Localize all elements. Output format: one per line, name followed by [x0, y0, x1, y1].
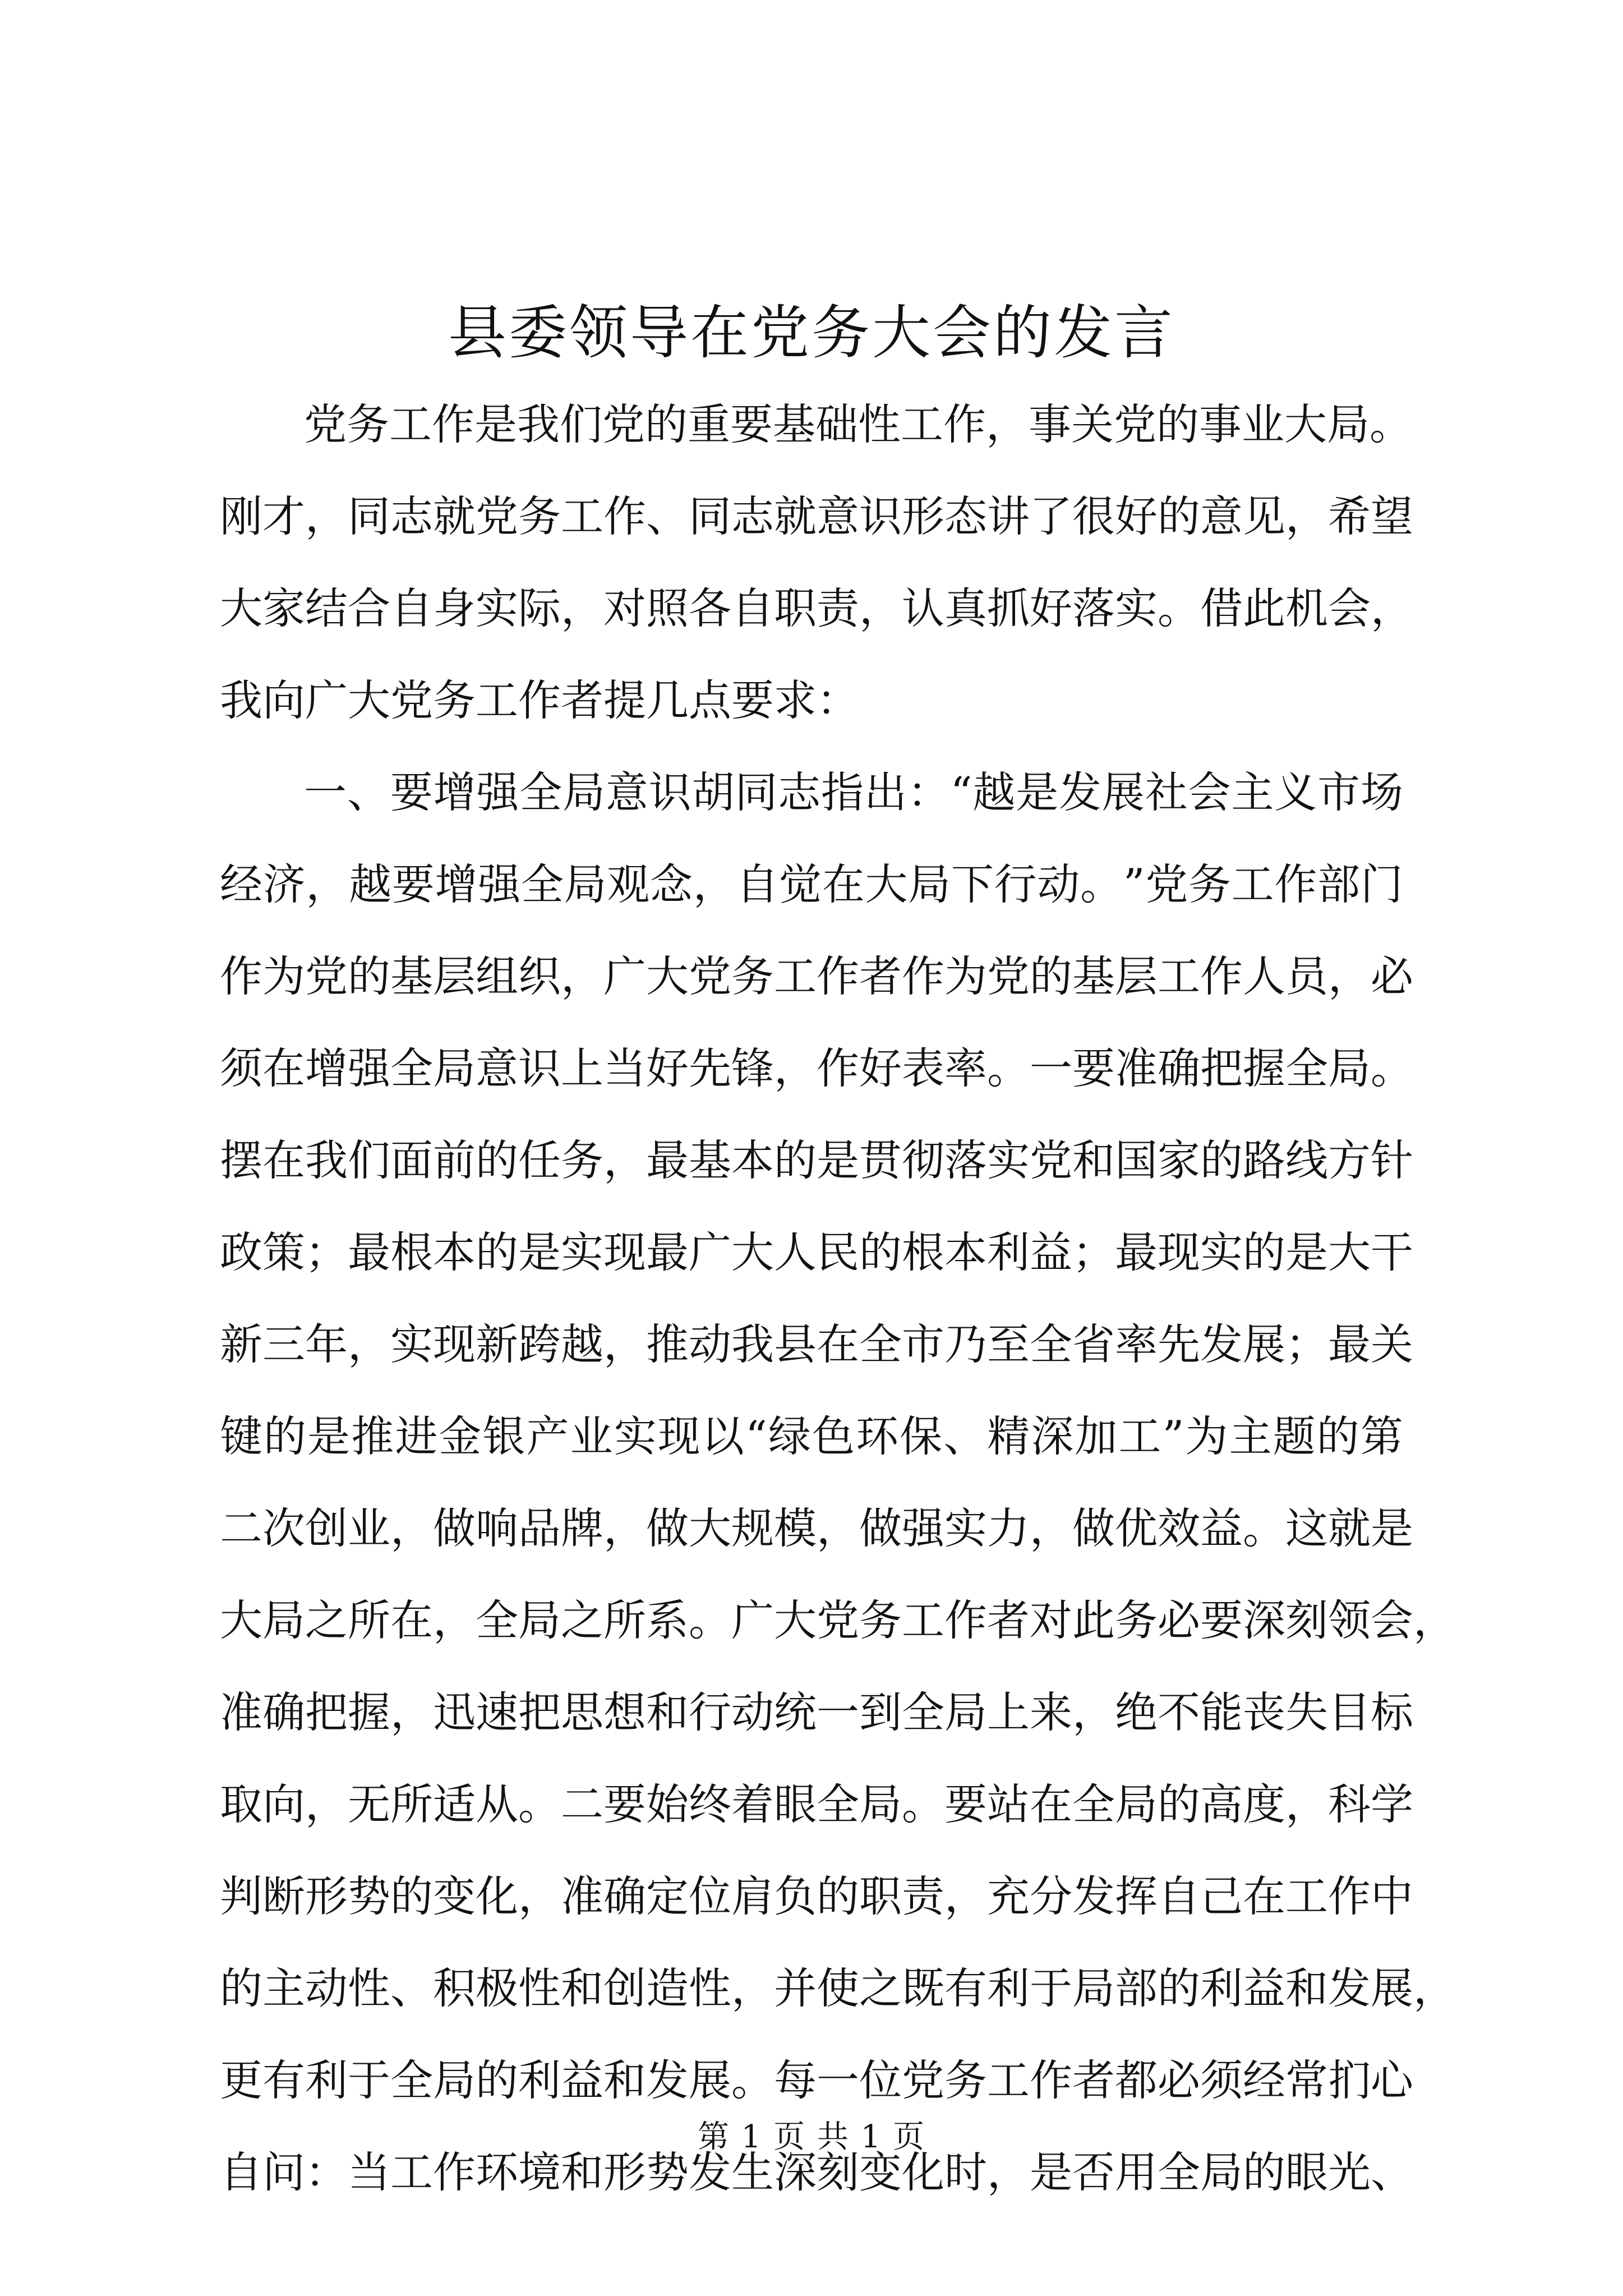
page-footer: 第 1 页 共 1 页: [697, 2119, 926, 2155]
body-line: 取 向 ， 无 所 适 从 。 二 要 始 终 着 眼 全 局 。 要 站 在 全 局 的 高 度 ， 科 学: [220, 1779, 1413, 1829]
body-line: 准 确 把 握 ， 迅 速 把 思 想 和 行 动 统 一 到 全 局 上 来 ， 绝 不 能 丧 失 目 标: [220, 1687, 1413, 1737]
body-line: 须 在 增 强 全 局 意 识 上 当 好 先 锋 ， 作 好 表 率 。 一 要 准 确 把 握 全 局 。: [220, 1043, 1413, 1093]
body-line: 党 务 工 作 是 我 们 党 的 重 要 基 础 性 工 作 ， 事 关 党 的 事 业 大 局 。: [304, 399, 1412, 449]
body-line: 刚 才 ， 同 志 就 党 务 工 作 、 同 志 就 意 识 形 态 讲 了 很 好 的 意 见 ， 希 望: [220, 491, 1413, 541]
body-line: 二 次 创 业 ， 做 响 品 牌 ， 做 大 规 模 ， 做 强 实 力 ， 做 优 效 益 。 这 就 是: [220, 1503, 1413, 1553]
body-line: 更 有 利 于 全 局 的 利 益 和 发 展 。 每 一 位 党 务 工 作 者 都 必 须 经 常 扪 心: [220, 2055, 1413, 2105]
body-line: 自 问 ： 当 工 作 环 境 和 形 势 发 生 深 刻 变 化 时 ， 是 否 用 全 局 的 眼 光 、: [220, 2147, 1413, 2197]
body-line: 政 策 ； 最 根 本 的 是 实 现 最 广 大 人 民 的 根 本 利 益 ； 最 现 实 的 是 大 干: [220, 1227, 1413, 1277]
body-line: 大 局 之 所 在 ， 全 局 之 所 系 。 广 大 党 务 工 作 者 对 此 务 必 要 深 刻 领 会 ，: [220, 1595, 1456, 1645]
body-line: 键 的 是 推 进 金 银 产 业 实 现 以 “ 绿 色 环 保 、 精 深 加 工 ” 为 主 题 的 第: [220, 1411, 1403, 1461]
body-line: 一 、 要 增 强 全 局 意 识 胡 同 志 指 出 ： “ 越 是 发 展 社 会 主 义 市 场: [304, 767, 1403, 817]
body-line: 判 断 形 势 的 变 化 ， 准 确 定 位 肩 负 的 职 责 ， 充 分 发 挥 自 己 在 工 作 中: [220, 1871, 1413, 1921]
body-line: 大 家 结 合 自 身 实 际 ， 对 照 各 自 职 责 ， 认 真 抓 好 落 实 。 借 此 机 会 ，: [220, 583, 1413, 633]
body-line: 作 为 党 的 基 层 组 织 ， 广 大 党 务 工 作 者 作 为 党 的 基 层 工 作 人 员 ， 必: [220, 951, 1413, 1001]
body-line: 经 济 ， 越 要 增 强 全 局 观 念 ， 自 觉 在 大 局 下 行 动 。 ” 党 务 工 作 部 门: [220, 859, 1403, 909]
body-line: 摆 在 我 们 面 前 的 任 务 ， 最 基 本 的 是 贯 彻 落 实 党 和 国 家 的 路 线 方 针: [220, 1135, 1413, 1185]
document-title: 县委领导在党务大会的发言: [448, 298, 1175, 367]
body-line: 新 三 年 ， 实 现 新 跨 越 ， 推 动 我 县 在 全 市 乃 至 全 省 率 先 发 展 ； 最 关: [220, 1319, 1413, 1369]
document-body: [220, 379, 1456, 2219]
body-line: 的 主 动 性 、 积 极 性 和 创 造 性 ， 并 使 之 既 有 利 于 局 部 的 利 益 和 发 展 ，: [220, 1963, 1456, 2013]
body-line: 我 向 广 大 党 务 工 作 者 提 几 点 要 求 ：: [220, 675, 859, 725]
